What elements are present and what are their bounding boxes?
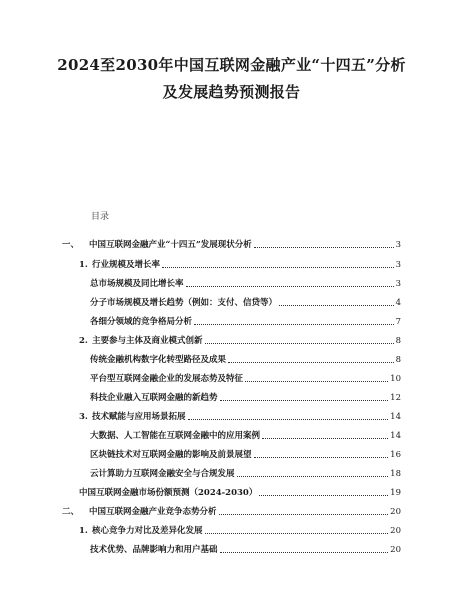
toc-leader-dots: [228, 362, 394, 363]
toc-leader-dots: [162, 267, 394, 268]
toc-entry[interactable]: [79, 259, 401, 271]
toc-leader-dots: [259, 495, 388, 496]
toc-entry-number: 二、: [62, 507, 80, 517]
toc-entry[interactable]: [62, 239, 401, 251]
toc-entry-label: 行业规模及增长率: [92, 260, 161, 270]
toc-entry-number: 1.: [79, 526, 88, 536]
toc-entry-page: 14: [390, 412, 401, 422]
toc-entry-page: 20: [390, 526, 401, 536]
toc-entry-page: 12: [390, 393, 401, 403]
toc-entry-label: 平台型互联网金融企业的发展态势及特征: [90, 374, 244, 384]
toc-entry-page: 8: [395, 355, 401, 365]
toc-leader-dots: [279, 305, 394, 306]
toc-entry-label: 总市场规模及同比增长率: [90, 279, 184, 289]
toc-leader-dots: [262, 438, 388, 439]
toc-entry-label: 云计算助力互联网金融安全与合规发展: [90, 469, 235, 479]
document-title-line-2: 及发展趋势预测报告: [162, 83, 301, 101]
toc-entry-page: 4: [395, 298, 401, 308]
toc-entry-page: 14: [390, 431, 401, 441]
toc-leader-dots: [188, 419, 389, 420]
toc-entry-label: 中国互联网金融产业“十四五”发展现状分析: [89, 240, 252, 250]
toc-entry-label: 大数据、人工智能在互联网金融中的应用案例: [90, 431, 261, 441]
toc-entry-number: 3.: [79, 412, 88, 422]
toc-leader-dots: [205, 533, 389, 534]
toc-entry-label: 区块链技术对互联网金融的影响及前景展望: [90, 450, 252, 460]
toc-entry-label: 核心竞争力对比及差异化发展: [92, 526, 203, 536]
toc-entry[interactable]: [79, 335, 401, 347]
toc-entry[interactable]: [79, 525, 401, 537]
toc-heading: 目录: [91, 212, 110, 222]
toc-entry-label: 中国互联网金融产业竞争态势分析: [89, 507, 217, 517]
toc-leader-dots: [194, 324, 394, 325]
toc-entry[interactable]: [90, 468, 401, 480]
toc-entry-page: 8: [395, 336, 401, 346]
toc-entry[interactable]: [90, 392, 401, 404]
toc-entry-label: 分子市场规模及增长趋势（例如：支付、信贷等）: [90, 298, 278, 308]
toc-entry-page: 20: [390, 507, 401, 517]
toc-entry-page: 18: [390, 469, 401, 479]
toc-leader-dots: [186, 286, 394, 287]
toc-leader-dots: [219, 514, 389, 515]
toc-entry-number: 2.: [79, 336, 88, 346]
toc-entry-label: 主要参与主体及商业模式创新: [92, 336, 203, 346]
toc-entry[interactable]: [90, 297, 401, 309]
toc-leader-dots: [220, 400, 389, 401]
toc-entry-number: 一、: [62, 240, 80, 250]
toc-entry[interactable]: [79, 487, 401, 499]
toc-leader-dots: [205, 343, 394, 344]
toc-entry[interactable]: [90, 373, 401, 385]
toc-entry-label: 传统金融机构数字化转型路径及成果: [90, 355, 227, 365]
toc-entry-label: 各细分领域的竞争格局分析: [90, 317, 193, 327]
toc-entry-label: 中国互联网金融市场份额预测（2024-2030）: [79, 488, 258, 498]
toc-entry-page: 7: [395, 317, 401, 327]
toc-entry[interactable]: [79, 411, 401, 423]
toc-entry-page: 3: [395, 240, 401, 250]
document-title-line-1: 2024至2030年中国互联网金融产业“十四五”分析: [57, 56, 406, 74]
toc-entry-page: 3: [395, 260, 401, 270]
toc-entry-label: 技术赋能与应用场景拓展: [92, 412, 186, 422]
toc-leader-dots: [245, 381, 388, 382]
toc-entry[interactable]: [62, 506, 401, 518]
toc-entry[interactable]: [90, 278, 401, 290]
toc-leader-dots: [220, 552, 389, 553]
toc-entry-page: 10: [390, 374, 401, 384]
toc-leader-dots: [254, 247, 394, 248]
toc-entry-page: 19: [390, 488, 401, 498]
toc-entry-page: 3: [395, 279, 401, 289]
toc-entry[interactable]: [90, 430, 401, 442]
toc-leader-dots: [254, 457, 389, 458]
toc-entry[interactable]: [90, 316, 401, 328]
toc-entry-label: 科技企业融入互联网金融的新趋势: [90, 393, 218, 403]
toc-entry[interactable]: [90, 544, 401, 556]
toc-entry-page: 20: [390, 545, 401, 555]
toc-entry-page: 16: [390, 450, 401, 460]
toc-entry-label: 技术优势、品牌影响力和用户基础: [90, 545, 218, 555]
toc-leader-dots: [237, 476, 389, 477]
toc-entry[interactable]: [90, 354, 401, 366]
toc-entry[interactable]: [90, 449, 401, 461]
toc-entry-number: 1.: [79, 260, 88, 270]
